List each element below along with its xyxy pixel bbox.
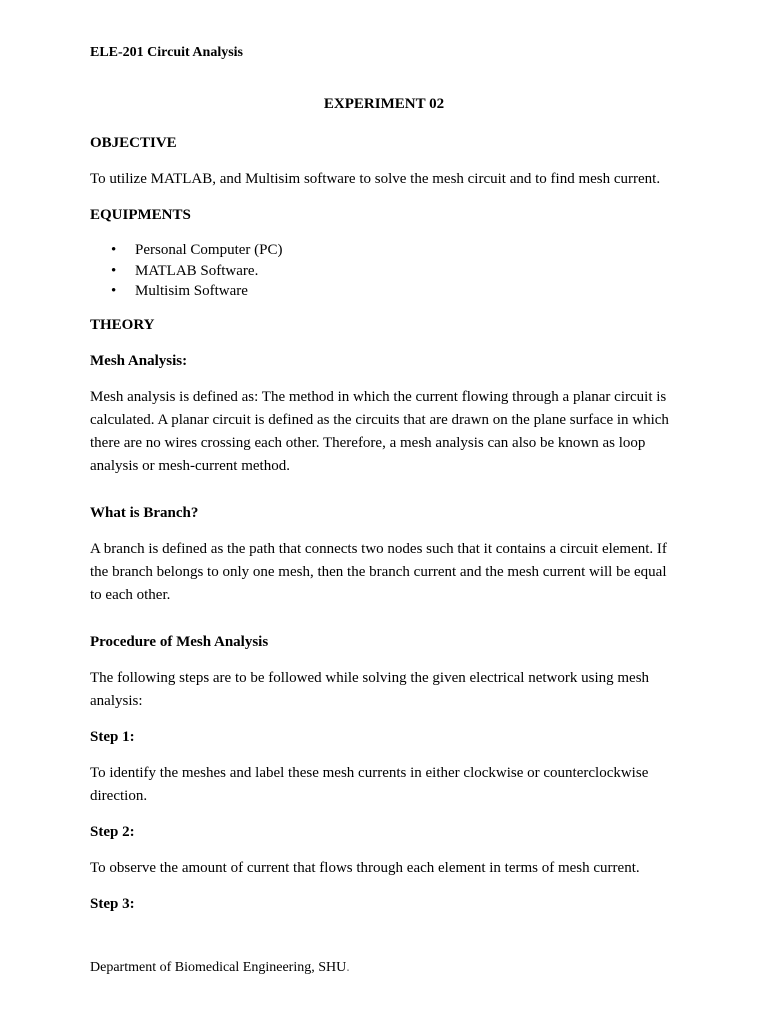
mesh-analysis-heading: Mesh Analysis: (90, 352, 188, 369)
equipment-item-label: MATLAB Software. (135, 262, 259, 279)
bullet-icon: • (111, 262, 117, 279)
equipments-list (90, 240, 680, 302)
document-body (90, 132, 680, 916)
procedure-heading: Procedure of Mesh Analysis (90, 633, 269, 650)
procedure-text: The following steps are to be followed while solving the given electrical network using mesh analysis: (90, 669, 650, 709)
step-2-label: Step 2: (90, 823, 135, 840)
footer-period: . (346, 960, 350, 975)
list-item (90, 281, 680, 302)
step-2-text: To observe the amount of current that flows through each element in terms of mesh current. (90, 859, 640, 876)
footer-department: Department of Biomedical Engineering, SHU (90, 960, 347, 975)
equipments-heading: EQUIPMENTS (90, 207, 191, 223)
list-item (90, 261, 680, 282)
objective-heading: OBJECTIVE (90, 135, 177, 151)
equipment-item-label: Multisim Software (135, 283, 248, 299)
bullet-icon: • (111, 283, 117, 299)
page-footer (90, 960, 350, 976)
step-3-label: Step 3: (90, 895, 135, 912)
step-1-label: Step 1: (90, 728, 135, 745)
step-1-text: To identify the meshes and label these mesh currents in either clockwise or counterclockwise direction. (90, 764, 649, 804)
bullet-icon: • (111, 242, 117, 258)
branch-heading: What is Branch? (90, 504, 199, 521)
theory-heading: THEORY (90, 316, 155, 333)
experiment-title: EXPERIMENT 02 (323, 96, 445, 112)
list-item (90, 240, 680, 261)
equipment-item-label: Personal Computer (PC) (135, 242, 283, 258)
page-header-course: ELE-201 Circuit Analysis (90, 45, 243, 60)
branch-text: A branch is defined as the path that connects two nodes such that it contains a circuit element. If the branch belongs to only one mesh, then the branch current and the mesh current will be equal to each other. (90, 540, 667, 603)
mesh-analysis-text: Mesh analysis is defined as: The method in which the current flowing through a planar circuit is calculated. A planar circuit is defined as the circuits that are drawn on the plane surface in which there are no wires crossing each other. Therefore, a mesh analysis can also be known as loop analysis or mesh-current method. (90, 388, 669, 474)
objective-text: To utilize MATLAB, and Multisim software to solve the mesh circuit and to find mesh current. (90, 171, 661, 187)
